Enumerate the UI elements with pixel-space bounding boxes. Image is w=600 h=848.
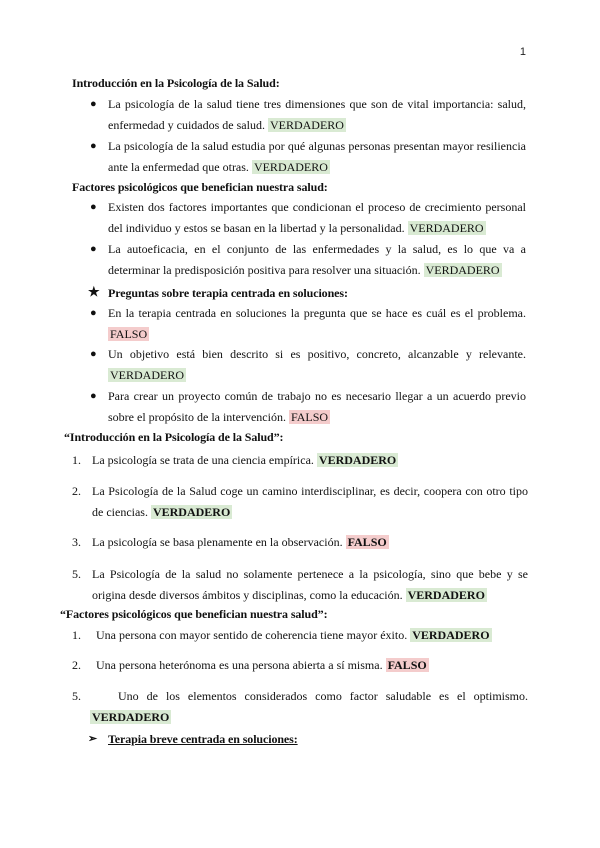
- list-item: [90, 197, 526, 238]
- section-heading-factors: Factores psicológicos que benefician nuestra salud:: [72, 180, 328, 194]
- sub-heading: [88, 732, 298, 747]
- bullet-icon: ●: [90, 140, 97, 152]
- star-heading: [88, 283, 526, 304]
- item-text: La psicología se basa plenamente en la observación.: [92, 535, 343, 549]
- arrow-icon: ➢: [88, 733, 98, 745]
- item-number: 1.: [72, 628, 81, 642]
- bullet-icon: ●: [90, 243, 97, 255]
- answer-badge: VERDADERO: [269, 117, 344, 132]
- item-number: 5.: [72, 689, 81, 703]
- item-number: 3.: [72, 535, 81, 549]
- answer-badge: VERDADERO: [409, 220, 484, 235]
- item-text: En la terapia centrada en soluciones la pregunta que se hace es cuál es el problema.: [108, 306, 526, 320]
- answer-badge: FALSO: [387, 658, 427, 672]
- answer-badge: VERDADERO: [425, 262, 500, 277]
- list-item: [90, 303, 526, 344]
- list-item: [90, 136, 526, 177]
- answer-badge: VERDADERO: [412, 628, 490, 642]
- section-heading-quoted-factors: “Factores psicológicos que benefician nuestra salud”:: [60, 607, 328, 621]
- list-item: [90, 344, 526, 385]
- section-heading-intro: Introducción en la Psicología de la Salud:: [72, 76, 280, 90]
- sub-heading-text: Terapia breve centrada en soluciones:: [108, 732, 298, 746]
- item-text: La psicología de la salud estudia por qué algunas personas presentan mayor resiliencia ante la enfermedad que otras.: [108, 139, 526, 174]
- list-item: [90, 386, 526, 427]
- bullet-icon: ●: [90, 390, 97, 402]
- answer-badge: FALSO: [290, 409, 329, 424]
- numbered-item: [72, 481, 528, 522]
- answer-badge: VERDADERO: [92, 709, 170, 724]
- page-number: 1: [519, 46, 526, 58]
- item-number: 1.: [72, 453, 81, 467]
- answer-badge: VERDADERO: [407, 587, 485, 602]
- item-number: 2.: [72, 484, 81, 498]
- item-text: La Psicología de la Salud coge un camino interdisciplinar, es decir, coopera con otro tipo de ciencias.: [92, 484, 528, 519]
- answer-badge: VERDADERO: [318, 453, 397, 467]
- numbered-item: [72, 532, 528, 553]
- numbered-item: [72, 625, 528, 646]
- item-text: La psicología se trata de una ciencia empírica.: [92, 453, 314, 467]
- item-text: Un objetivo está bien descrito si es positivo, concreto, alcanzable y relevante.: [108, 347, 526, 361]
- bullet-icon: ●: [90, 307, 97, 319]
- section-heading-quoted-intro: “Introducción en la Psicología de la Salud”:: [64, 430, 284, 444]
- item-text: Una persona heterónoma es una persona abierta a sí misma.: [96, 658, 383, 672]
- star-icon: ★: [88, 284, 100, 299]
- answer-badge: FALSO: [110, 326, 148, 341]
- item-text: La autoeficacia, en el conjunto de las enfermedades y la salud, es lo que va a determinar la predisposición positiva para resolver una situación.: [108, 242, 526, 277]
- answer-badge: FALSO: [347, 535, 387, 549]
- item-text: Uno de los elementos considerados como factor saludable es el optimismo.: [118, 689, 528, 703]
- bullet-icon: ●: [90, 98, 97, 110]
- answer-badge: VERDADERO: [152, 504, 231, 519]
- item-text: La Psicología de la salud no solamente pertenece a la psicología, sino que bebe y se origina desde diversos ámbitos y disciplinas, como la educación.: [92, 567, 528, 602]
- numbered-item: [72, 655, 528, 676]
- bullet-icon: ●: [90, 201, 97, 213]
- item-text: Para crear un proyecto común de trabajo no es necesario llegar a un acuerdo previo sobre el propósito de la intervención.: [108, 389, 526, 424]
- item-text: Existen dos factores importantes que condicionan el proceso de crecimiento personal del individuo y estos se basan en la libertad y la personalidad.: [108, 200, 526, 235]
- numbered-item: [72, 450, 528, 471]
- answer-badge: VERDADERO: [110, 367, 184, 382]
- item-number: 2.: [72, 658, 81, 672]
- item-number: 5.: [72, 567, 81, 581]
- star-heading-text: Preguntas sobre terapia centrada en soluciones:: [108, 286, 348, 300]
- numbered-item: [72, 564, 528, 605]
- answer-badge: VERDADERO: [253, 159, 328, 174]
- item-text: Una persona con mayor sentido de coherencia tiene mayor éxito.: [96, 628, 408, 642]
- numbered-item: [72, 686, 528, 727]
- item-text: La psicología de la salud tiene tres dimensiones que son de vital importancia: salud, enfermedad y cuidados de salud.: [108, 97, 526, 132]
- bullet-icon: ●: [90, 348, 97, 360]
- list-item: [90, 94, 526, 135]
- list-item: [90, 239, 526, 280]
